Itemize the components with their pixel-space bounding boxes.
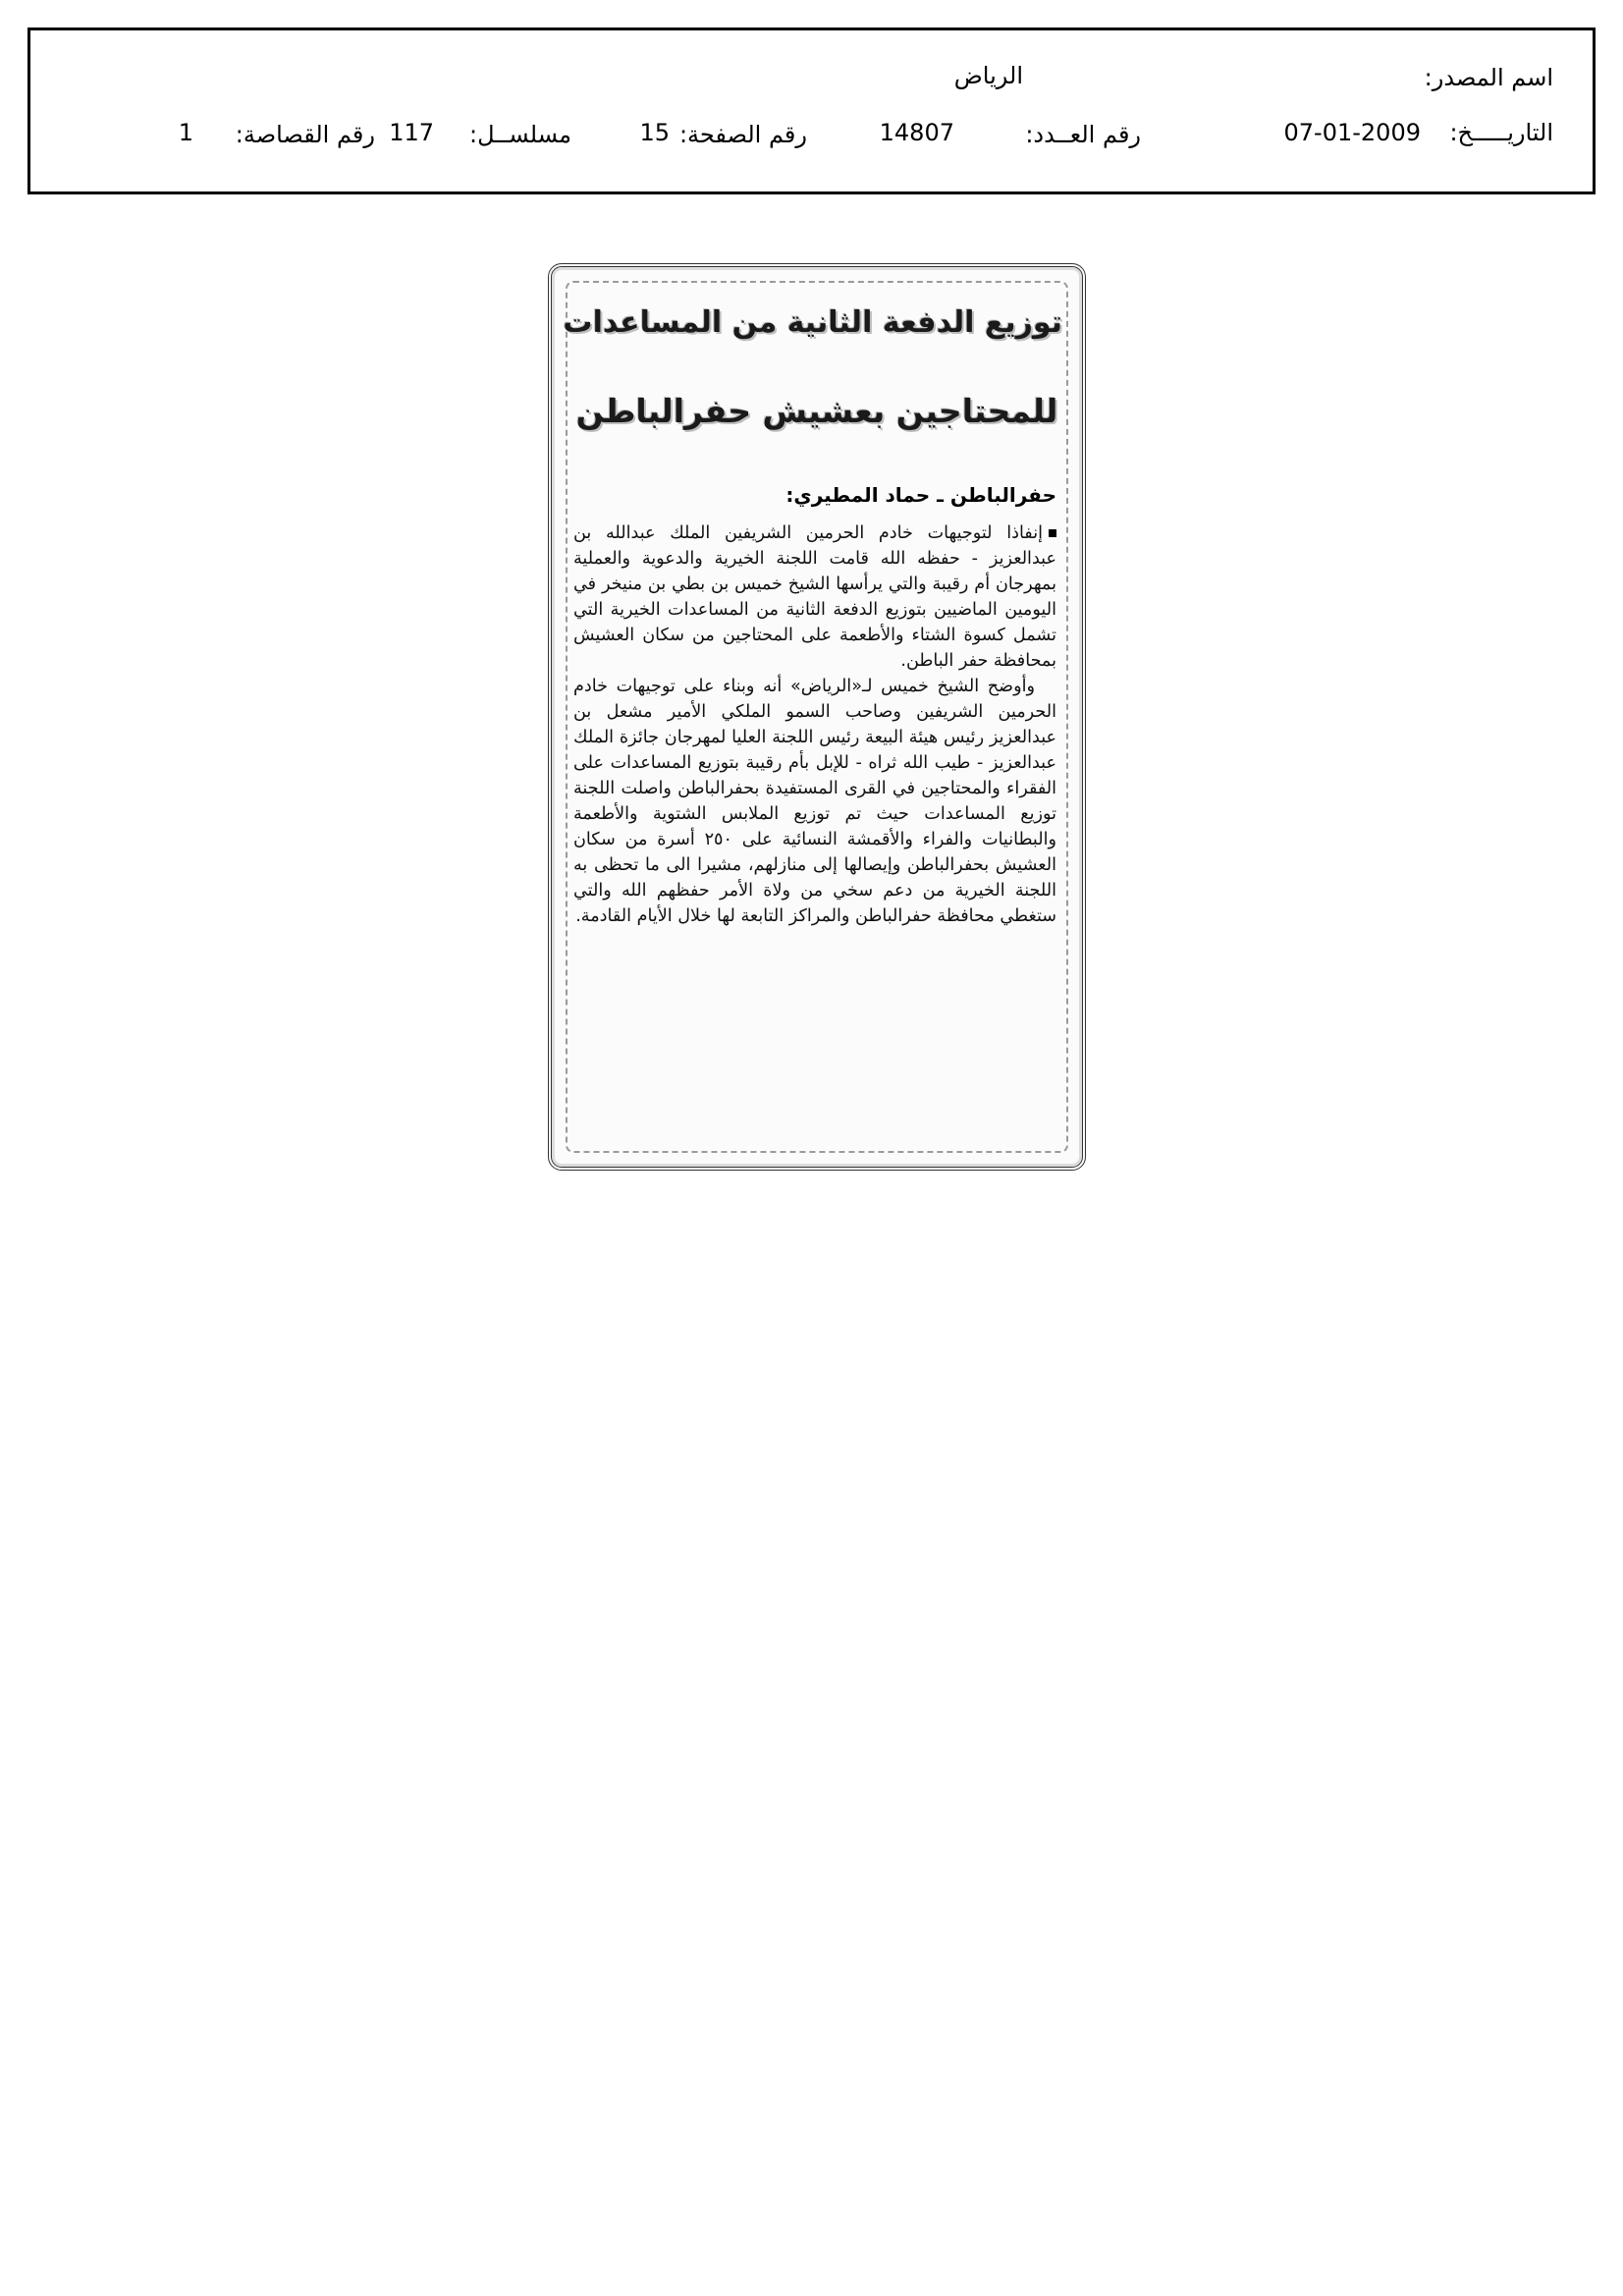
date-value: 07-01-2009 bbox=[1283, 119, 1421, 146]
page-value: 15 bbox=[639, 119, 670, 146]
source-value: الرياض bbox=[953, 62, 1023, 89]
bullet-icon bbox=[1049, 529, 1056, 537]
serial-label: مسلســل: bbox=[469, 121, 571, 148]
issue-value: 14807 bbox=[879, 119, 954, 146]
serial-value: 117 bbox=[389, 119, 434, 146]
article-body bbox=[573, 520, 1056, 929]
byline: حفرالباطن ـ حماد المطيري: bbox=[785, 483, 1056, 507]
date-label: التاريـــــخ: bbox=[1449, 119, 1553, 146]
clipping-header-box bbox=[27, 27, 1596, 194]
newspaper-clipping bbox=[548, 263, 1086, 1171]
issue-label: رقم العــدد: bbox=[1025, 121, 1141, 148]
page-label: رقم الصفحة: bbox=[678, 121, 807, 148]
clipping-number-value: 1 bbox=[178, 119, 193, 146]
headline-line-2: للمحتاجين بعشيش حفرالباطن bbox=[575, 392, 1058, 430]
clipping-number-label: رقم القصاصة: bbox=[235, 121, 375, 148]
article-paragraph-2: وأوضح الشيخ خميس لـ«الرياض» أنه وبناء على توجيهات خادم الحرمين الشريفين وصاحب السمو الملكي الأمير مشعل بن عبدالعزيز رئيس هيئة البيعة رئيس اللجنة العليا لمهرجان جائزة الملك عبدالعزيز - طيب الله ثراه - للإبل بأم رقيبة بتوزيع المساعدات على الفقراء والمحتاجين في القرى المستفيدة بحفرالباطن واصلت اللجنة توزيع المساعدات حيث تم توزيع الملابس الشتوية والأطعمة والبطانيات والفراء والأقمشة النسائية على ٢٥٠ أسرة من سكان العشيش بحفرالباطن وإيصالها إلى منازلهم، مشيرا الى ما تحظى به اللجنة الخيرية من دعم سخي من ولاة الأمر حفظهم الله والتي ستغطي محافظة حفرالباطن والمراكز التابعة لها خلال الأيام القادمة. bbox=[573, 677, 1056, 926]
paragraph-1-text: إنفاذا لتوجيهات خادم الحرمين الشريفين الملك عبدالله بن عبدالعزيز - حفظه الله قامت اللجنة الخيرية والدعوية والعملية بمهرجان أم رقيبة والتي يرأسها الشيخ خميس بن بطي بن منيخر في اليومين الماضيين بتوزيع الدفعة الثانية من المساعدات الخيرية التي تشمل كسوة الشتاء والأطعمة على المحتاجين من سكان العشيش بمحافظة حفر الباطن. bbox=[573, 523, 1056, 671]
source-label: اسم المصدر: bbox=[1424, 64, 1553, 91]
article-paragraph-1 bbox=[573, 520, 1056, 674]
headline-line-1: توزيع الدفعة الثانية من المساعدات bbox=[563, 305, 1062, 340]
